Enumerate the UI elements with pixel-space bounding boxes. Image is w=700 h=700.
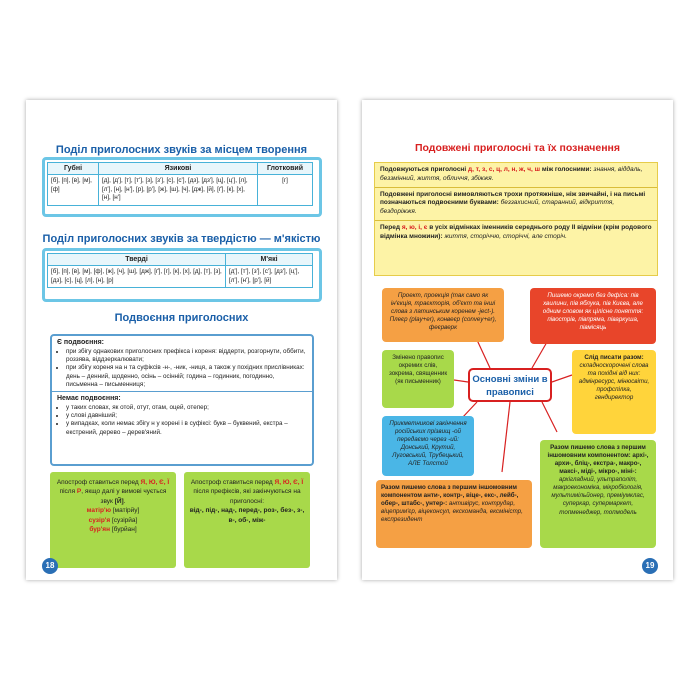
list-item: • у таких словах, як отой, отут, отам, оцей, отепер; [66, 404, 307, 412]
cell-glottal: [г] [258, 175, 313, 206]
header-lips: Губні [48, 163, 99, 175]
doubling-yes-head: Є подвоєння: [57, 339, 105, 346]
box-head: Разом пишемо слова з першим іншомовним компонентом: архі-, архи-, бліц-, екстра-, макро-, максі-, міді-, мікро-, міні-: [547, 444, 649, 476]
doubling-box [50, 334, 314, 466]
doubling-title: Подвоєння приголосних [114, 312, 249, 324]
doubling-no [52, 392, 312, 439]
box-russian-surnames: Прикметникові закінчення російських прізвищ -ой передаємо через -ий: Донський, Крутий, Луговський, Трубецький, АЛЕ Толстой [382, 416, 474, 476]
letters: Я, Ю, Є, Ї [274, 479, 304, 486]
text: , якщо далі у вимові чується звук [81, 488, 167, 505]
text: Апостроф ставиться перед [56, 479, 139, 486]
sound: [Й] [114, 497, 124, 505]
cell-lips: [б], [п], [в], [м], [ф] [48, 175, 99, 206]
hard-soft-title: Поділ приголосних звуків за твердістю — м'якістю [42, 233, 321, 245]
arrow [502, 402, 510, 472]
cell-hard: [б], [п], [в], [м], [ф], [ж], [ч], [ш], [дж], [ґ], [г], [к], [х], [д], [т], [з], [дз], [с], [ц], [л], [н], [р] [48, 266, 226, 288]
arrow [454, 380, 468, 382]
examples: беззахисний, старанний, відкриття, бездоріжжя. [380, 199, 615, 216]
box-body: антивірус, контрудар, віцеприм'єр, віцеконсул, екскоманда, ексміністр, експрезидент [381, 500, 523, 524]
letters: Я, Ю, Є, Ї [140, 479, 170, 486]
text: після префіксів, які закінчуються на приголосні: [193, 488, 301, 505]
text: Апостроф ставиться перед [190, 479, 273, 486]
prefixes: від-, під-, над-, перед-, роз-, без-, з-, в-, об-, між- [189, 507, 305, 524]
doubling-no-head: Немає подвоєння: [57, 394, 121, 402]
box-write-together [572, 350, 656, 434]
text: в усіх відмінках іменників середнього роду II відміни (крім родового відмінка множини): [380, 223, 652, 240]
box-body: архігладний, ультраполіт, макроекономіка, мікробіологія, мультимільйонер, преміумклас, суперкар, супермаркет, топменеджер, топмодель [551, 476, 645, 516]
cell-tongue: [д], [д'], [т], [т'], [з], [з'], [с], [с'], [дз], [дз'], [ц], [ц'], [л], [л'], [н], [н'], [р], [р'], [ж], [ш], [ч], [дж], [й], [ґ], [к], [х], [н], [н'] [99, 175, 258, 206]
example-transcription: [сузірйа] [111, 516, 138, 524]
examples: життя, сторіччю, сторіччі, але сторіч. [444, 232, 567, 240]
example-transcription: [матірйу] [112, 507, 140, 515]
header-hard: Тверді [48, 254, 226, 266]
header-soft: М'які [226, 254, 313, 266]
left-page [26, 100, 337, 580]
right-page [362, 100, 673, 580]
box-changed-words: Змінено правопис окремих слів, зокрема, священник (як письменник) [382, 350, 454, 408]
list-item: • у слові давніший; [66, 412, 307, 420]
cell-soft: [д'], [т'], [з'], [с'], [дз'], [ц'], [л'], [н'], [р'], [й] [226, 266, 313, 288]
place-title: Поділ приголосних звуків за місцем творення [55, 144, 308, 156]
box-anti-contr [376, 480, 532, 548]
letters: я, ю, і, є [401, 223, 428, 231]
header-tongue: Язикові [99, 163, 258, 175]
hard-soft-table [47, 253, 313, 288]
right-title: Подовжені приголосні та їх позначення [414, 142, 621, 154]
arrow [552, 375, 572, 382]
arrow [542, 402, 557, 432]
text: Подовжені приголосні вимовляються трохи протяжніше, ніж звичайні, і на письмі позначаються подвоєними буквами: [380, 190, 646, 207]
doubling-yes [52, 336, 312, 391]
example-word: матір'ю [86, 507, 112, 515]
apostrophe-right-box [184, 472, 310, 568]
text: між голосними: [541, 166, 592, 173]
place-table [47, 162, 313, 206]
box-body: складноскорочені слова та похідні від них: адмінресурс, мінюсвіти, профспілка, гендиректор [578, 362, 650, 402]
example-transcription: [бурйан] [111, 526, 137, 534]
box-project: Проект, проекція (так само як ін'єкція, траєкторія, об'єкт та інші слова з латинським коренем -ject-). Плеєр (play+er), конвеєр (convey+er), феєрверк [382, 288, 504, 342]
list-item: • у випадках, коли немає збігу н у корені і в суфіксі: букв – буквений, екстра – екстрений, дерево – дерев'яний. [66, 420, 307, 436]
example-word: бур'ян [89, 526, 111, 534]
arrow [532, 342, 547, 368]
examples: знання, віддаль, беззмінний, життя, обличчя, збіжжя. [380, 166, 643, 182]
page-number-right: 19 [642, 558, 658, 574]
list-item: • при збігу однакових приголосних префікса і кореня: віддерти, розгорнути, оббити, роззява, віддзеркалювати; [66, 348, 307, 364]
box-head: Слід писати разом: [584, 354, 644, 361]
text: після [59, 488, 76, 496]
box-piv: Пишемо окремо без дефіса: пів хвилини, пів яблука, пів Києва, але одним словом як цілісне поняття: півострів, півпряма, піваркуша, півмісяць [530, 288, 656, 344]
apostrophe-left-box: Апостроф ставиться перед Я, Ю, Є, Ї після Р, якщо далі у вимові чується звук [Й]. матір'ю [матірйу] сузір'я [сузірйа] бур'ян [бурйан] [50, 472, 176, 568]
letter-r: Р [76, 488, 82, 496]
text: Перед [380, 223, 400, 231]
list-item: • при збігу кореня на н та суфіксів -н-, -ник, -ниця, а також у похідних прислівниках: день – денний, щоденно, осінь – осінній; година – годинник, погодинно, письменна – письменниця; [66, 364, 307, 389]
page-number-left: 18 [42, 558, 58, 574]
text: Подовжуються приголосні [380, 166, 467, 173]
box-archi-extra [540, 440, 656, 548]
letters: д, т, з, с, ц, л, н, ж, ч, ш [467, 166, 541, 173]
example-word: сузір'я [88, 516, 111, 524]
header-glottal: Глотковий [258, 163, 313, 175]
arrow [477, 340, 490, 368]
box-head: Разом пишемо слова з першим іншомовним компонентом анти-, контр-, віце-, екс-, лейб-, обер-, штабс-, унтер-: [381, 484, 519, 508]
central-topic: Основні зміни в правописі [468, 368, 552, 402]
